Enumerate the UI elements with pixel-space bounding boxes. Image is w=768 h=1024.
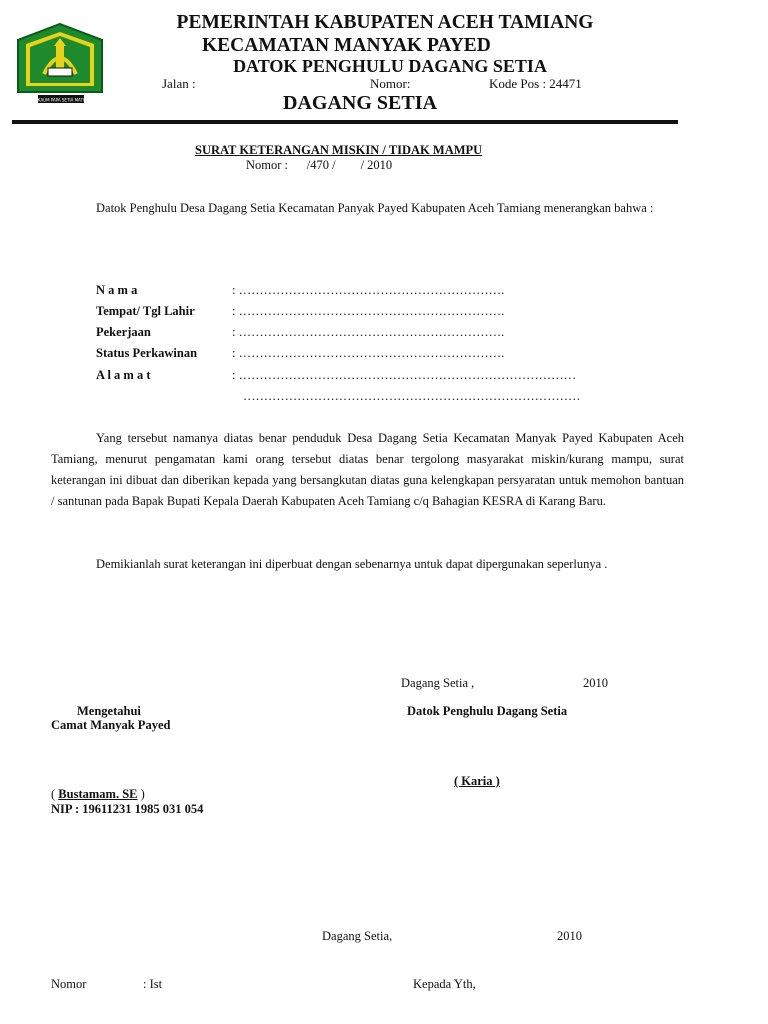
address-street: Jalan : (162, 76, 196, 91)
letterhead-line-village-head: DATOK PENGHULU DAGANG SETIA (233, 56, 547, 76)
statement-paragraph (51, 428, 684, 512)
field-value-address-line2: ……………………………………………………………………… (243, 389, 581, 403)
intro-text: Datok Penghulu Desa Dagang Setia Kecamatan Panyak Payed Kabupaten Aceh Tamiang menerangkan bahwa : (96, 201, 654, 215)
paren-open: ( (51, 787, 59, 801)
field-value-occupation: : ………………………………………………………. (232, 325, 505, 339)
statement-text: Yang tersebut namanya diatas benar penduduk Desa Dagang Setia Kecamatan Manyak Payed Kabupaten Aceh Tamiang, menurut pengamatan kami orang tersebut diatas benar tergolong masyarakat miskin/kurang mampu, surat keterangan ini dibuat dan diberikan kepada yang bersangkutan diatas guna kelengkapan persyaratan untuk memohon bantuan / santunan pada Bapak Bupati Kepala Daerah Kabupaten Aceh Tamiang c/q Bahagian KESRA di Karang Baru. (51, 431, 684, 508)
field-value-address: : ……………………………………………………………………… (232, 368, 577, 382)
signature-year: 2010 (583, 676, 608, 690)
regency-emblem-icon (14, 22, 106, 106)
field-value-birth: : ………………………………………………………. (232, 304, 505, 318)
paren-close: ) (137, 787, 145, 801)
signature-place: Dagang Setia , (401, 676, 475, 690)
field-label-birth: Tempat/ Tgl Lahir (96, 304, 195, 318)
left-signatory-heading: Mengetahui (77, 704, 141, 718)
intro-paragraph (51, 198, 684, 219)
field-value-marital: : ………………………………………………………. (232, 346, 505, 360)
field-value-name: : ………………………………………………………. (232, 283, 505, 297)
left-signatory-name: Bustamam. SE (58, 787, 138, 801)
left-signatory-title: Camat Manyak Payed (51, 718, 171, 732)
letterhead-divider (12, 120, 678, 124)
closing-text: Demikianlah surat keterangan ini diperbuat dengan sebenarnya untuk dapat dipergunakan seperlunya . (96, 557, 608, 571)
regency-logo (14, 22, 106, 106)
right-signatory-name: ( Karia ) (454, 774, 500, 788)
left-signatory-name-line (51, 787, 145, 802)
footer-number-value: : Ist (143, 977, 163, 991)
footer-number-label: Nomor (51, 977, 87, 991)
closing-paragraph (51, 554, 684, 575)
letterhead-line-government: PEMERINTAH KABUPATEN ACEH TAMIANG (176, 12, 594, 33)
field-label-name: N a m a (96, 283, 138, 297)
field-label-marital: Status Perkawinan (96, 346, 198, 360)
letterhead-line-district: KECAMATAN MANYAK PAYED (202, 35, 491, 56)
village-name: DAGANG SETIA (283, 92, 437, 114)
letter-number: Nomor : /470 / / 2010 (246, 158, 393, 172)
address-number: Nomor: (370, 76, 411, 91)
letter-title: SURAT KETERANGAN MISKIN / TIDAK MAMPU (195, 143, 483, 157)
postal-code: Kode Pos : 24471 (489, 76, 582, 91)
logo-caption: KAUM PAPA SETIA MATI (37, 97, 85, 103)
footer-year: 2010 (557, 929, 582, 943)
left-signatory-nip: NIP : 19611231 1985 031 054 (51, 802, 204, 816)
field-label-occupation: Pekerjaan (96, 325, 151, 339)
field-label-address: A l a m a t (96, 368, 151, 382)
footer-recipient: Kepada Yth, (413, 977, 476, 991)
footer-place: Dagang Setia, (322, 929, 393, 943)
right-signatory-title: Datok Penghulu Dagang Setia (407, 704, 568, 718)
